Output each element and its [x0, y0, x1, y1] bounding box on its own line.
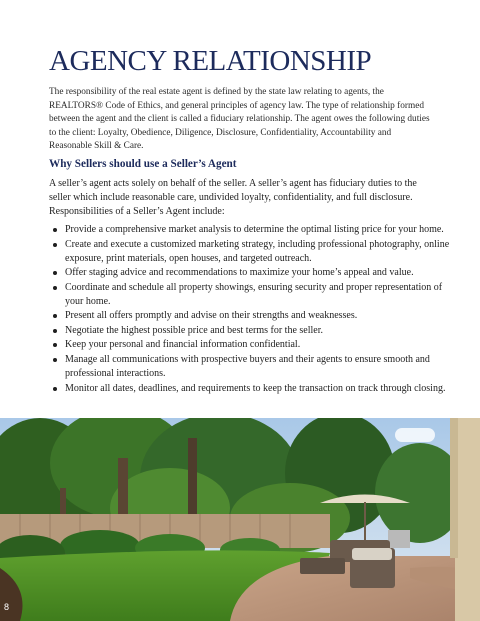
list-item-text: Keep your personal and financial information confidential.: [65, 339, 301, 351]
bullet-icon: [53, 314, 57, 318]
list-item-text: Manage all communications with prospective buyers and their agents to ensure smooth and professional interactions.: [65, 353, 430, 380]
bullet-icon: [53, 271, 57, 275]
lead-paragraph: A seller’s agent acts solely on behalf of the seller. A seller’s agent has fiduciary duties to the seller which include reasonable care, undivided loyalty, confidentiality, and full disclosure. Responsibilities of a Seller’s Agent include:: [49, 178, 417, 217]
backyard-patio-photo: [0, 418, 480, 621]
list-item-text: Present all offers promptly and advise on their strengths and weaknesses.: [65, 310, 358, 322]
page-number: 8: [4, 602, 10, 612]
list-item: [65, 281, 455, 309]
bullet-icon: [53, 243, 57, 247]
intro-paragraph: The responsibility of the real estate agent is defined by the state law relating to agents, the REALTORS® Code of Ethics, and general principles of agency law. The type of relationship formed between the agent and the client is called a fiduciary relationship. The agent owes the following duties to the client: Loyalty, Obedience, Diligence, Disclosure, Confidentiality, Accountability and Reasonable Skill & Care.: [49, 87, 430, 152]
list-item-text: Coordinate and schedule all property showings, ensuring security and proper representation of your home.: [65, 281, 443, 307]
list-item: [65, 382, 455, 396]
bullet-icon: [53, 329, 57, 333]
list-item: [65, 353, 455, 381]
list-item-text: Offer staging advice and recommendations to maximize your home’s appeal and value.: [65, 267, 414, 279]
list-item: [65, 309, 455, 323]
list-item: [65, 223, 455, 237]
list-item-text: Negotiate the highest possible price and best terms for the seller.: [65, 324, 323, 336]
bullet-icon: [53, 286, 57, 290]
list-item-text: Create and execute a customized marketing strategy, including professional photography, online exposure, print materials, open houses, and targeted outreach.: [65, 238, 450, 264]
bullet-icon: [53, 343, 57, 347]
section-heading: Why Sellers should use a Seller’s Agent: [49, 158, 237, 170]
bullet-icon: [53, 228, 57, 232]
bullet-icon: [53, 387, 57, 391]
list-item: [65, 266, 455, 280]
list-item: [65, 338, 455, 352]
bullet-icon: [53, 358, 57, 362]
responsibilities-list: [49, 223, 455, 396]
list-item-text: Monitor all dates, deadlines, and requirements to keep the transaction on track through closing.: [65, 382, 446, 394]
page-title: AGENCY RELATIONSHIP: [49, 45, 372, 77]
list-item: [65, 324, 455, 338]
list-item-text: Provide a comprehensive market analysis to determine the optimal listing price for your home.: [65, 224, 444, 235]
list-item: [65, 238, 455, 266]
